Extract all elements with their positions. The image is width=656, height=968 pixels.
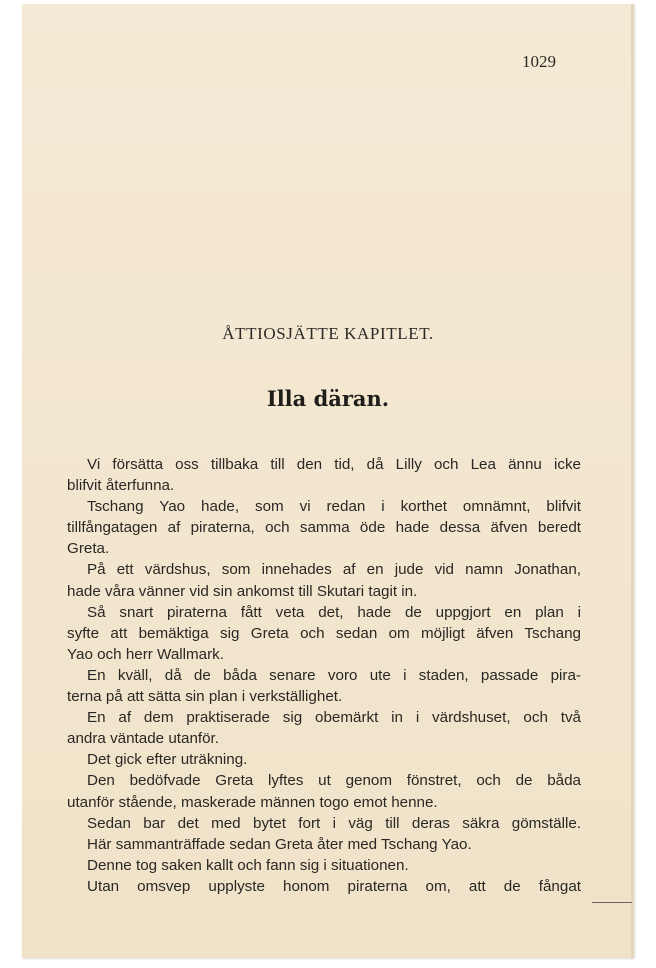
- text-line: blifvit återfunna.: [67, 477, 175, 495]
- text-line: Tschang Yao hade, som vi redan i korthet omnämnt, blifvit: [87, 498, 581, 516]
- text-line: Det gick efter uträkning.: [87, 751, 248, 769]
- page-number: 1029: [522, 52, 556, 71]
- text-line: På ett värdshus, som innehades af en jude vid namn Jonathan,: [87, 561, 581, 579]
- text-line: andra väntade utanför.: [67, 730, 219, 748]
- text-line: Greta.: [67, 540, 110, 558]
- text-line: Yao och herr Wallmark.: [67, 645, 224, 663]
- text-line: utanför stående, maskerade männen togo emot henne.: [67, 793, 438, 811]
- chapter-heading: ÅTTIOSJÄTTE KAPITLET.: [222, 324, 434, 343]
- book-page: [22, 4, 634, 958]
- text-line: En kväll, då de båda senare voro ute i staden, passade pira-: [87, 666, 581, 684]
- text-line: En af dem praktiserade sig obemärkt in i värdshuset, och två: [87, 709, 581, 727]
- text-line: Denne tog saken kallt och fann sig i situationen.: [87, 856, 409, 874]
- chapter-title: Illa däran.: [266, 386, 390, 411]
- text-line: Sedan bar det med bytet fort i väg till deras säkra gömställe.: [87, 814, 581, 832]
- text-line: hade våra vänner vid sin ankomst till Skutari tagit in.: [67, 582, 418, 600]
- text-line: Utan omsvep upplyste honom piraterna om, att de fångat: [87, 877, 581, 895]
- text-line: tillfångatagen af piraterna, och samma öde hade dessa äfven beredt: [67, 519, 581, 537]
- text-line: syfte att bemäktiga sig Greta och sedan om möjligt äfven Tschang: [67, 624, 581, 642]
- page-edge: [631, 4, 634, 958]
- page-edge-mark: [592, 902, 632, 903]
- text-line: Vi försätta oss tillbaka till den tid, då Lilly och Lea ännu icke: [87, 456, 581, 473]
- chapter-body: [67, 454, 581, 897]
- text-line: Så snart piraterna fått veta det, hade de uppgjort en plan i: [87, 603, 581, 621]
- text-line: Här sammanträffade sedan Greta åter med Tschang Yao.: [87, 835, 472, 853]
- text-line: terna på att sätta sin plan i verkställighet.: [67, 688, 343, 706]
- text-line: Den bedöfvade Greta lyftes ut genom fönstret, och de båda: [87, 772, 581, 790]
